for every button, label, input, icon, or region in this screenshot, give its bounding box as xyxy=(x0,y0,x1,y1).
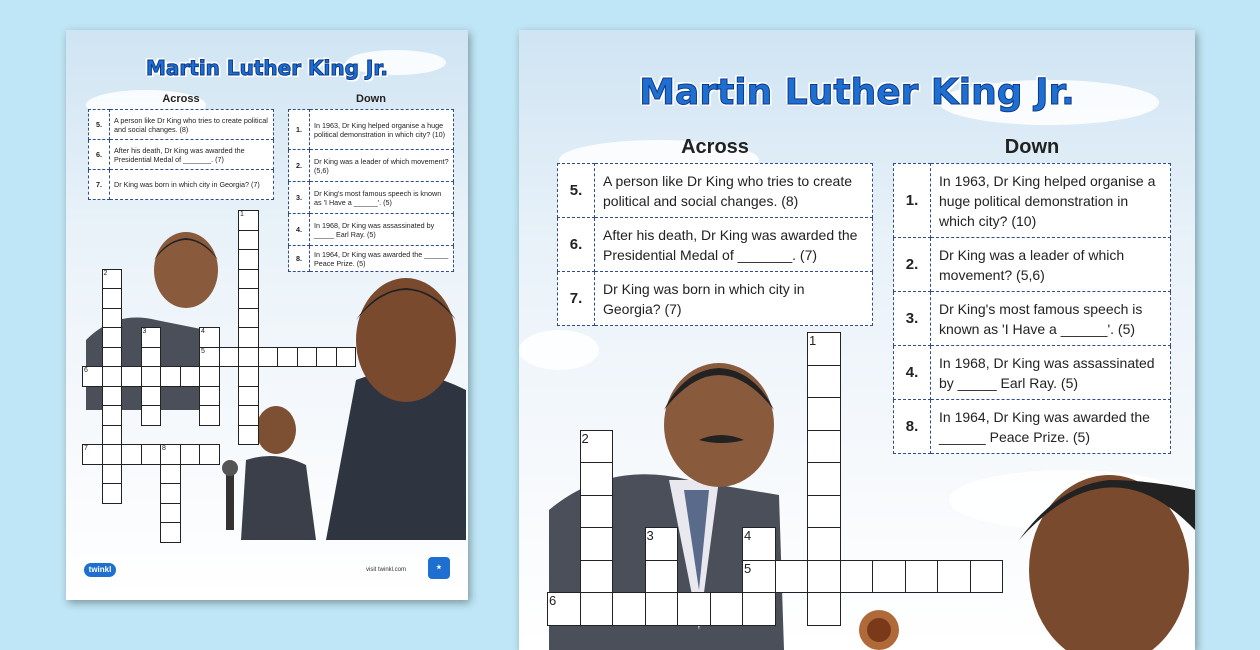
down-heading: Down xyxy=(1004,136,1060,158)
crossword-cell[interactable] xyxy=(238,386,259,407)
clue-row xyxy=(89,140,274,170)
crossword-cell[interactable] xyxy=(160,366,181,387)
crossword-cell[interactable] xyxy=(807,397,841,431)
crossword-cell[interactable] xyxy=(141,386,162,407)
clue-row xyxy=(289,110,454,150)
crossword-cell[interactable] xyxy=(316,347,337,368)
clue-row xyxy=(558,218,873,272)
clue-text: Dr King's most famous speech is known as 'I Have a ______'. (5) xyxy=(310,182,454,214)
crossword-cell[interactable] xyxy=(102,405,123,426)
crossword-cell[interactable] xyxy=(102,444,123,465)
clue-text: After his death, Dr King was awarded the Presidential Medal of _______. (7) xyxy=(110,140,274,170)
crossword-cell[interactable] xyxy=(238,308,259,329)
clue-text: In 1964, Dr King was awarded the ______ Peace Prize. (5) xyxy=(310,246,454,272)
clue-row xyxy=(89,110,274,140)
crossword-clue-number: 3 xyxy=(646,528,654,543)
crossword-cell[interactable] xyxy=(238,269,259,290)
crossword-clue-number: 5 xyxy=(201,347,205,355)
crossword-cell[interactable] xyxy=(199,405,220,426)
crossword-cell[interactable] xyxy=(160,503,181,524)
crossword-cell[interactable] xyxy=(180,366,201,387)
clue-number: 5. xyxy=(558,164,595,218)
crossword-cell[interactable] xyxy=(580,527,614,561)
crossword-cell[interactable] xyxy=(905,560,939,594)
clue-text: Dr King was born in which city in Georgia? (7) xyxy=(110,170,274,200)
clue-text: Dr King was born in which city in Georgia? (7) xyxy=(595,272,873,326)
crossword-clue-number: 2 xyxy=(581,430,589,446)
clue-number: 1. xyxy=(289,110,310,150)
across-clues xyxy=(88,109,274,200)
crossword-cell[interactable] xyxy=(102,327,123,348)
crossword-cell[interactable] xyxy=(645,560,679,594)
crossword-cell[interactable] xyxy=(580,592,614,626)
clue-text: In 1968, Dr King was assassinated by _____ Earl Ray. (5) xyxy=(310,214,454,246)
clue-number: 4. xyxy=(289,214,310,246)
clue-text: Dr King's most famous speech is known as 'I Have a ______'. (5) xyxy=(931,292,1171,346)
clue-number: 6. xyxy=(558,218,595,272)
clue-number: 8. xyxy=(289,246,310,272)
crossword-cell[interactable] xyxy=(710,592,744,626)
crossword-cell[interactable] xyxy=(807,430,841,464)
clue-number: 2. xyxy=(894,238,931,292)
clue-row xyxy=(89,170,274,200)
crossword-cell[interactable] xyxy=(102,347,123,368)
clue-number: 1. xyxy=(894,164,931,238)
crossword-cell[interactable] xyxy=(160,464,181,485)
crossword-cell[interactable] xyxy=(199,386,220,407)
crossword-clue-number: 8 xyxy=(162,445,166,452)
crossword-cell[interactable] xyxy=(102,425,123,446)
crossword-cell[interactable] xyxy=(297,347,318,368)
clue-number: 8. xyxy=(894,400,931,454)
clue-text: After his death, Dr King was awarded the Presidential Medal of _______. (7) xyxy=(595,218,873,272)
crossword-cell[interactable] xyxy=(141,444,162,465)
crossword-cell[interactable] xyxy=(238,288,259,309)
crossword-clue-number: 4 xyxy=(201,328,205,335)
clue-text: In 1963, Dr King helped organise a huge political demonstration in which city? (10) xyxy=(931,164,1171,238)
clue-text: In 1963, Dr King helped organise a huge political demonstration in which city? (10) xyxy=(310,110,454,150)
crossword-cell[interactable] xyxy=(840,560,874,594)
crossword-cell[interactable] xyxy=(102,288,123,309)
crossword-cell[interactable] xyxy=(141,405,162,426)
crossword-cell[interactable] xyxy=(102,308,123,329)
crossword-cell[interactable] xyxy=(121,366,142,387)
across-heading: Across xyxy=(681,136,749,158)
clue-text: A person like Dr King who tries to create political and social changes. (8) xyxy=(110,110,274,140)
worksheet-title: Martin Luther King Jr. xyxy=(639,72,1075,113)
clue-number: 2. xyxy=(289,150,310,182)
crossword-cell[interactable] xyxy=(937,560,971,594)
clue-row xyxy=(558,164,873,218)
clue-text: Dr King was a leader of which movement? (5,6) xyxy=(931,238,1171,292)
worksheet-zoomed xyxy=(519,30,1195,650)
disclaimer-text xyxy=(84,544,454,548)
crossword-clue-number: 3 xyxy=(142,328,147,335)
crossword-clue-number: 7 xyxy=(84,445,88,452)
clue-text: Dr King was a leader of which movement? (5,6) xyxy=(310,150,454,182)
crossword-clue-number: 6 xyxy=(549,593,557,608)
down-heading: Down xyxy=(356,93,386,105)
crossword-cell[interactable] xyxy=(807,592,841,626)
crossword-cell[interactable] xyxy=(219,347,240,368)
crossword-cell[interactable] xyxy=(807,495,841,529)
crossword-cell[interactable] xyxy=(872,560,906,594)
crossword-cell[interactable] xyxy=(742,592,776,626)
crossword-cell[interactable] xyxy=(238,327,259,348)
across-clues xyxy=(557,163,873,326)
crossword-cell[interactable] xyxy=(277,347,298,368)
crossword-cell[interactable] xyxy=(199,366,220,387)
crossword-cell[interactable] xyxy=(238,425,259,446)
crossword-cell[interactable] xyxy=(336,347,357,368)
crossword-clue-number: 4 xyxy=(744,528,752,543)
clue-number: 7. xyxy=(89,170,110,200)
crossword-clue-number: 1 xyxy=(809,333,817,348)
crossword-clue-number: 1 xyxy=(240,211,244,218)
clue-row xyxy=(894,238,1171,292)
crossword-cell[interactable] xyxy=(238,366,259,387)
crossword-cell[interactable] xyxy=(102,386,123,407)
clue-text: In 1964, Dr King was awarded the ______ Peace Prize. (5) xyxy=(931,400,1171,454)
worksheet-thumbnail xyxy=(66,30,468,600)
crossword-cell[interactable] xyxy=(258,347,279,368)
clue-number: 3. xyxy=(894,292,931,346)
crossword-clue-number: 2 xyxy=(103,269,108,277)
badge-icon: ★ xyxy=(428,557,450,579)
crossword-cell[interactable] xyxy=(970,560,1004,594)
crossword-cell[interactable] xyxy=(677,592,711,626)
crossword-cell[interactable] xyxy=(775,560,809,594)
crossword-cell[interactable] xyxy=(238,249,259,270)
across-heading: Across xyxy=(162,93,200,105)
crossword-cell[interactable] xyxy=(580,560,614,594)
crossword-cell[interactable] xyxy=(238,405,259,426)
crossword-cell[interactable] xyxy=(612,592,646,626)
crossword-cell[interactable] xyxy=(645,592,679,626)
crossword-cell[interactable] xyxy=(160,483,181,504)
clue-row xyxy=(289,150,454,182)
clue-row xyxy=(894,164,1171,238)
crossword-cell[interactable] xyxy=(238,230,259,251)
crossword-cell[interactable] xyxy=(807,560,841,594)
crossword-cell[interactable] xyxy=(160,522,181,543)
clue-text: A person like Dr King who tries to create political and social changes. (8) xyxy=(595,164,873,218)
clue-row xyxy=(558,272,873,326)
crossword-cell[interactable] xyxy=(199,444,220,465)
crossword-cell[interactable] xyxy=(238,347,259,368)
crossword-cell[interactable] xyxy=(102,483,123,504)
crossword-cell[interactable] xyxy=(102,464,123,485)
clue-number: 5. xyxy=(89,110,110,140)
crossword-cell[interactable] xyxy=(580,495,614,529)
footer-url[interactable]: visit twinkl.com xyxy=(366,567,407,573)
clue-number: 7. xyxy=(558,272,595,326)
crossword-clue-number: 5 xyxy=(744,560,752,576)
clue-text: In 1968, Dr King was assassinated by _____ Earl Ray. (5) xyxy=(931,346,1171,400)
twinkl-logo: twinkl xyxy=(84,563,116,577)
crossword-cell[interactable] xyxy=(807,527,841,561)
crossword-cell[interactable] xyxy=(807,365,841,399)
clue-number: 3. xyxy=(289,182,310,214)
crossword-cell[interactable] xyxy=(121,444,142,465)
clue-number: 4. xyxy=(894,346,931,400)
clue-number: 6. xyxy=(89,140,110,170)
crossword-cell[interactable] xyxy=(141,347,162,368)
worksheet-title: Martin Luther King Jr. xyxy=(146,56,388,80)
crossword-cell[interactable] xyxy=(807,462,841,496)
crossword-cell[interactable] xyxy=(102,366,123,387)
crossword-clue-number: 6 xyxy=(84,367,88,374)
crossword-cell[interactable] xyxy=(180,444,201,465)
crossword-cell[interactable] xyxy=(580,462,614,496)
crossword-cell[interactable] xyxy=(141,366,162,387)
clue-row xyxy=(289,182,454,214)
